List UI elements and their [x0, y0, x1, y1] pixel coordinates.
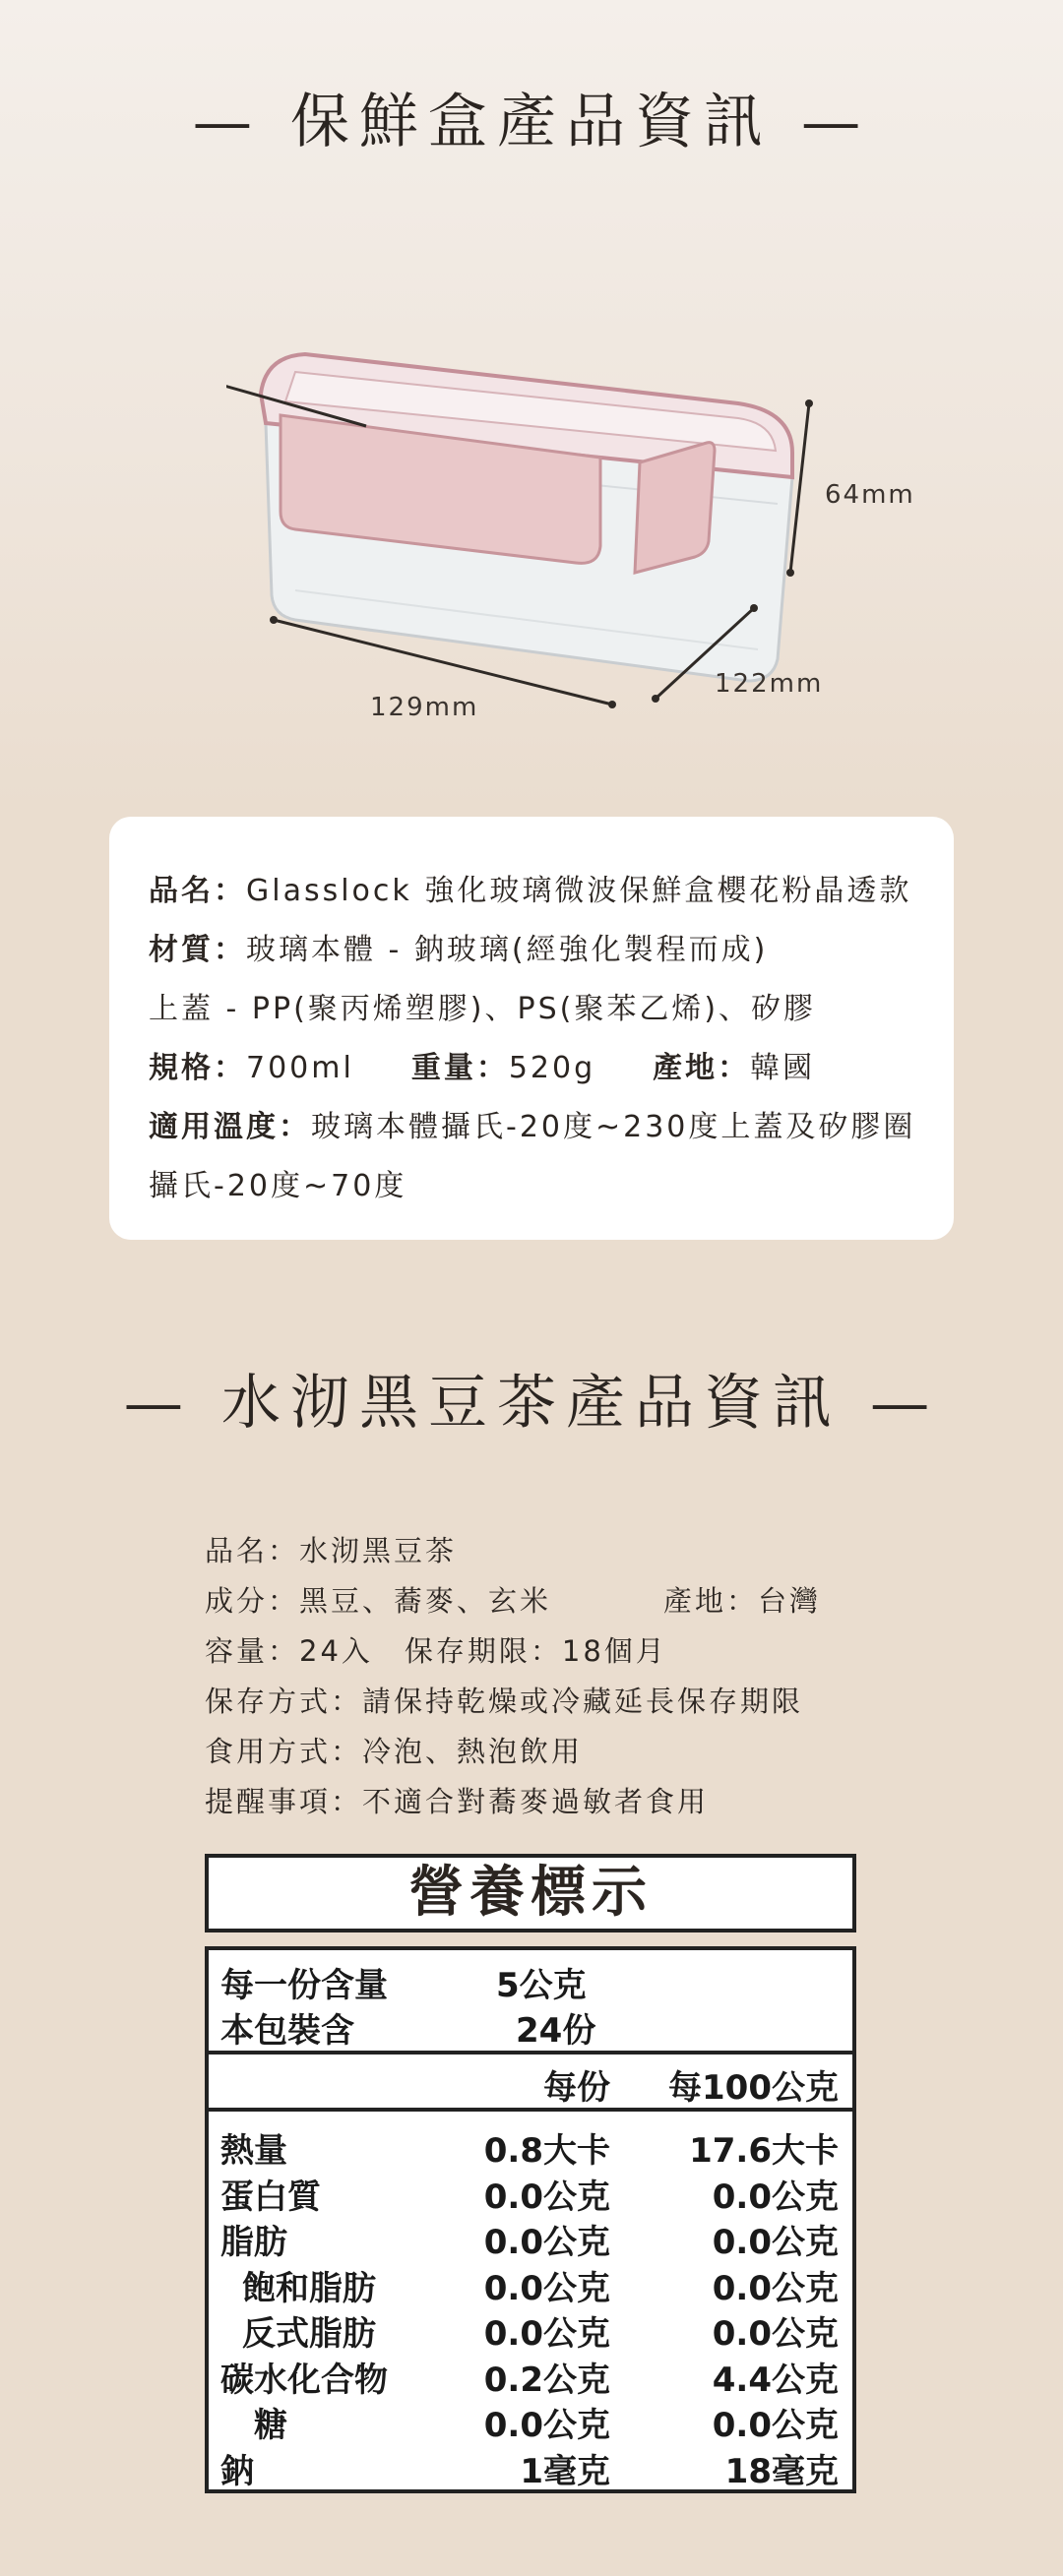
glass-spec-value: 700ml: [246, 1051, 354, 1085]
tea-reminder: 提醒事項：不適合對蕎麥過敏者食用: [205, 1785, 710, 1818]
nutrition-rule-2: [209, 2108, 852, 2112]
col-per-100g: 每100公克: [668, 2068, 839, 2108]
nutrition-row-per-100g: 17.6大卡: [689, 2131, 839, 2171]
nutrition-table: [205, 1946, 856, 2493]
nutrition-row-per-100g: 18毫克: [724, 2451, 839, 2491]
glass-temp-value: 玻璃本體攝氏-20度~230度上蓋及矽膠圈: [311, 1110, 916, 1144]
nutrition-row-name: 鈉: [220, 2451, 254, 2491]
nutrition-row-per-serving: 0.2公克: [483, 2360, 610, 2400]
tea-capacity: 容量：24入 保存期限：18個月: [205, 1634, 667, 1668]
nutrition-row-per-100g: 0.0公克: [712, 2268, 839, 2308]
glass-material-value: 玻璃本體 - 鈉玻璃(經強化製程而成): [246, 933, 769, 967]
glass-weight-label: 重量：: [410, 1051, 509, 1085]
glass-temp-label: 適用溫度：: [149, 1110, 311, 1144]
nutrition-title: 營養標示: [205, 1854, 856, 1932]
nutrition-rule-1: [209, 2051, 852, 2055]
dimension-length: 129mm: [370, 693, 479, 722]
nutrition-row-name: 碳水化合物: [220, 2360, 388, 2400]
nutrition-row-name: 糖: [254, 2406, 287, 2445]
glass-name-line: [149, 866, 911, 909]
nutrition-row-name: 蛋白質: [220, 2177, 321, 2217]
glass-name-label: 品名：: [149, 874, 246, 908]
nutrition-row-per-serving: 0.0公克: [483, 2314, 610, 2354]
glass-origin-label: 產地：: [653, 1051, 751, 1085]
nutrition-row-name: 飽和脂肪: [242, 2268, 376, 2308]
serving-size-label: 每一份含量: [220, 1966, 388, 2005]
glass-info-card: [109, 817, 954, 1240]
nutrition-row-per-serving: 1毫克: [520, 2451, 610, 2491]
glass-lid-line: 上蓋 - PP(聚丙烯塑膠)、PS(聚苯乙烯)、矽膠: [149, 992, 817, 1026]
nutrition-row-name: 反式脂肪: [242, 2314, 376, 2354]
nutrition-row-per-serving: 0.0公克: [483, 2268, 610, 2308]
dimension-lines: [0, 0, 1063, 807]
tea-storage: 保存方式：請保持乾燥或冷藏延長保存期限: [205, 1685, 804, 1718]
glass-origin-value: 韓國: [750, 1051, 816, 1085]
nutrition-row-per-100g: 4.4公克: [712, 2360, 839, 2400]
tea-section-title: — 水沏黑豆茶產品資訊 —: [123, 1369, 940, 1438]
nutrition-row-per-serving: 0.8大卡: [483, 2131, 610, 2171]
tea-name: 品名：水沏黑豆茶: [205, 1534, 458, 1567]
glass-spec-line: [149, 1043, 815, 1086]
glass-weight-value: 520g: [508, 1051, 596, 1085]
dimension-height: 64mm: [825, 480, 915, 510]
tea-ingredients: 成分：黑豆、蕎麥、玄米: [205, 1584, 552, 1618]
glass-section-title: — 保鮮盒產品資訊 —: [192, 88, 871, 156]
nutrition-row-per-100g: 0.0公克: [712, 2406, 839, 2445]
nutrition-row-per-serving: 0.0公克: [483, 2223, 610, 2262]
glass-name-value: Glasslock 強化玻璃微波保鮮盒櫻花粉晶透款: [246, 874, 912, 908]
glass-temp-line2: 攝氏-20度~70度: [149, 1169, 407, 1203]
nutrition-row-name: 熱量: [220, 2131, 287, 2171]
tea-usage: 食用方式：冷泡、熱泡飲用: [205, 1735, 584, 1768]
nutrition-row-per-serving: 0.0公克: [483, 2177, 610, 2217]
col-per-serving: 每份: [543, 2068, 610, 2108]
dimension-width: 122mm: [715, 669, 824, 699]
nutrition-row-per-100g: 0.0公克: [712, 2177, 839, 2217]
servings-label: 本包裝含: [220, 2011, 354, 2051]
nutrition-row-per-100g: 0.0公克: [712, 2223, 839, 2262]
nutrition-row-per-100g: 0.0公克: [712, 2314, 839, 2354]
glass-spec-label: 規格：: [149, 1051, 246, 1085]
serving-size-value: 5公克: [496, 1966, 587, 2005]
glass-temp-line: [149, 1102, 915, 1145]
nutrition-row-per-serving: 0.0公克: [483, 2406, 610, 2445]
glass-material-line: [149, 925, 768, 968]
servings-value: 24份: [516, 2011, 596, 2051]
glass-material-label: 材質：: [149, 933, 246, 967]
nutrition-row-name: 脂肪: [220, 2223, 287, 2262]
tea-origin: 產地：台灣: [663, 1584, 822, 1618]
